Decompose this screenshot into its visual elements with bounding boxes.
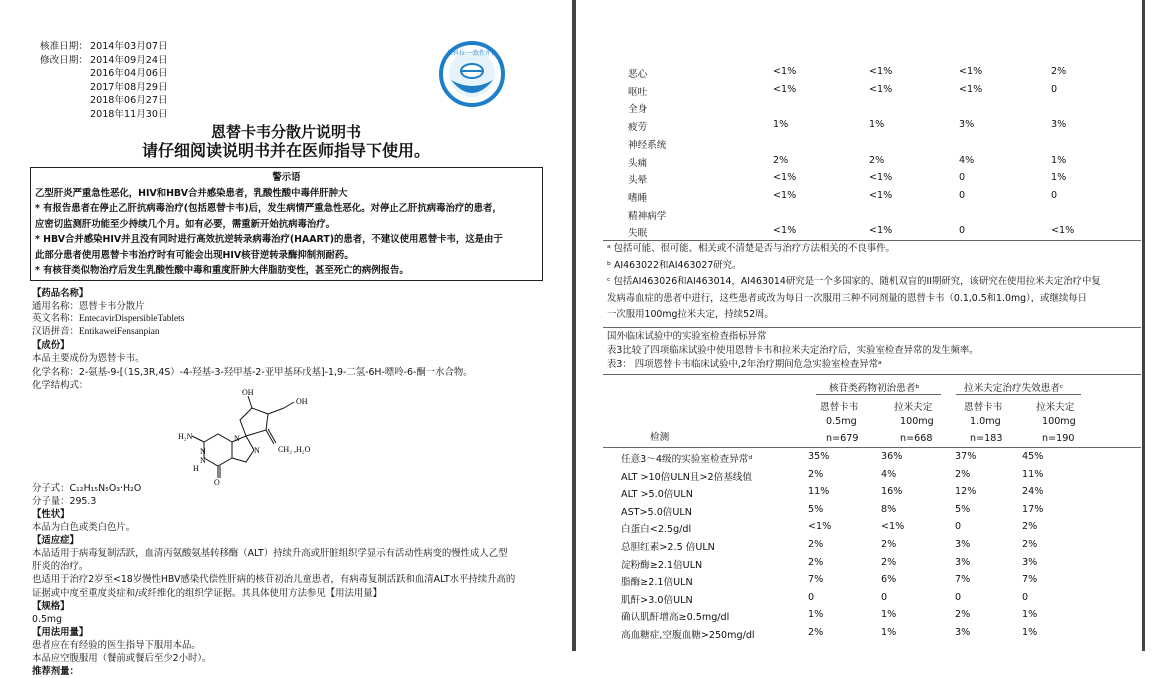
footnote-line: ᵇ AI463022和AI463027研究。 [607,259,742,271]
lab-test-value: 7% [808,574,824,586]
adverse-event-name: 疲劳 [628,122,648,134]
table3-col-dose: 1.0mg [970,416,1001,427]
document-title: 恩替卡韦分散片说明书 [210,123,361,141]
lab-test-value: 3% [955,627,971,638]
lab-abnormality-row [605,572,1145,590]
adverse-event-value: 2% [773,154,789,166]
adverse-event-value: 1% [869,119,885,131]
table3-col-drug: 恩替卡韦 [964,402,1003,413]
lab-test-value: 2% [881,539,897,550]
usage-line-3: 推荐剂量： [32,666,79,678]
adverse-event-value: <1% [869,83,893,95]
spec-heading: 【规格】 [32,600,70,612]
adverse-event-value: 0 [1051,189,1058,201]
warning-line: 此部分患者使用恩替卡韦治疗时有可能会出现HIV核苷逆转录酶抑制剂耐药。 [35,249,354,261]
oh-label-2: OH [296,396,308,406]
o-label: O [214,477,220,487]
date-row [40,108,168,122]
lab-test-value: 2% [955,468,971,480]
lab-abnormality-row [605,484,1145,502]
lab-test-value: 5% [808,503,824,515]
table3-col-n: n=190 [1042,433,1075,444]
lab-abnormality-row [605,625,1145,643]
adverse-event-name: 头痛 [628,157,648,169]
pinyin-name: 汉语拼音：EntikaweiFensanpian [32,327,160,338]
adverse-row [628,170,1168,188]
date-label: 修改日期： [40,54,88,66]
oh-label-1: OH [242,387,254,397]
adverse-event-value: 1% [773,119,789,131]
adverse-event-name: 嗜睡 [628,192,648,204]
adverse-event-name: 全身 [628,104,648,116]
lab-test-name: 脂酶≥2.1倍ULN [621,577,693,589]
adverse-event-value: 0 [959,172,966,184]
section-heading: 国外临床试验中的实验室检查指标异常 [607,331,767,342]
table3-test-label: 检测 [650,432,670,443]
lab-test-value: 1% [881,627,897,638]
table3-group-rule-2 [956,394,1081,395]
chemical-structure-diagram [32,387,332,487]
lab-abnormality-row [605,467,1145,485]
lab-test-value: 0 [955,521,962,533]
date-label [40,108,90,122]
consistency-evaluation-logo-icon [438,40,506,108]
lab-test-value: 2% [1022,539,1038,550]
date-label [40,94,90,108]
english-name: 英文名称：EntecavirDispersibleTablets [32,314,185,325]
appearance-text: 本品为白色或类白色片。 [32,522,136,534]
n-label-2: N [200,455,206,465]
warning-line: * HBV合并感染HIV并且没有同时进行高效抗逆转录病毒治疗(HAART)的患者，不建议使用恩替卡韦，这是由于 [35,234,503,245]
warning-box [30,167,543,281]
adverse-event-value: 0 [1051,83,1058,95]
adverse-event-value: 2% [1051,66,1067,77]
footnote-line: 一次服用100mg拉米夫定，持续52周。 [607,309,774,321]
lab-abnormality-row [605,502,1145,520]
table3-title: 表3： 四项恩替卡韦临床试验中,2年治疗期间危急实验室检查异常ᵃ [607,359,882,370]
table3-col-dose: 100mg [900,416,934,427]
lab-test-value: 7% [1022,574,1038,586]
footnote-line: ᶜ 包括AI463026和AI463014，AI463014研究是一个多国家的、随机双盲的II期研究，该研究在使用拉米夫定治疗中复 [607,276,1101,288]
lab-test-value: 3% [1022,556,1038,568]
footnote-line: 发病毒血症的患者中进行，这些患者或改为每日一次服用三种不同剂量的恩替卡韦（0.1,0.5和1.0mg），或继续每日 [607,292,1087,304]
adverse-event-name: 精神病学 [628,210,667,222]
nh-label: N [200,446,206,456]
indication-line-4: 证据或中度至重度炎症和/或纤维化的组织学证据。其具体使用方法参见【用法用量】 [32,587,383,599]
adverse-event-name: 失眠 [628,228,648,240]
lab-test-name: ALT >10倍ULN且>2倍基线值 [621,471,752,483]
footnotes [607,241,1137,324]
table3-col-n: n=183 [970,433,1003,444]
adverse-event-value: <1% [773,225,797,237]
table3-top-rule [603,374,1141,375]
date-label: 核准日期： [40,41,88,52]
lab-test-value: 4% [881,468,897,480]
table3-col-drug: 拉米夫定 [894,402,933,413]
adverse-event-value: <1% [869,225,893,237]
adverse-event-value: 2% [869,154,885,166]
n-label-1: N [234,433,240,443]
adverse-event-value: <1% [869,172,893,184]
lab-test-value: 0 [881,591,888,603]
lab-test-value: 0 [808,591,815,603]
date-row [40,81,168,95]
lab-test-name: 白蛋白<2.5g/dl [621,524,692,536]
lab-test-value: 1% [1022,627,1038,638]
lab-test-value: 35% [808,451,830,462]
spec-text: 0.5mg [32,613,62,625]
lab-test-name: AST>5.0倍ULN [621,506,692,518]
lab-test-value: 2% [808,627,824,638]
date-value: 2018年06月27日 [90,95,168,107]
table3-group-rule-1 [816,394,941,395]
chemical-name: 化学名称：2-氨基-9-[（1S,3R,4S）-4-羟基-3-羟甲基-2-亚甲基环戊基]-1,9-二氢-6H-嘌呤-6-酮一水合物。 [32,366,473,378]
adverse-row [628,64,1168,82]
lab-test-value: 2% [881,556,897,568]
adverse-event-value: 0 [959,225,966,237]
date-value: 2016年04月06日 [90,68,168,80]
lab-test-value: 36% [881,451,903,462]
right-edge [1142,0,1145,651]
composition-heading: 【成份】 [32,340,70,352]
adverse-event-value: 3% [959,119,975,131]
date-label [40,67,90,81]
drug-name-heading: 【药品名称】 [32,288,89,299]
table3-col-n: n=679 [826,433,859,444]
adverse-event-value: 1% [1051,154,1067,166]
adverse-row [628,117,1168,135]
lab-test-value: 5% [955,503,971,515]
adverse-event-name: 呕吐 [628,86,648,98]
lab-abnormality-row [605,537,1145,555]
table3-col-drug: 拉米夫定 [1036,402,1075,413]
table3-col-dose: 0.5mg [826,416,857,427]
left-page [0,0,572,678]
date-row [40,67,168,81]
date-value: 2017年08月29日 [90,81,168,93]
lab-test-value: 2% [808,539,824,550]
date-row [40,40,168,54]
lab-test-value: 24% [1022,486,1044,498]
warning-heading: 警示语 [272,172,301,183]
table3-col-drug: 恩替卡韦 [820,402,859,413]
molecular-weight: 分子量：295.3 [32,495,97,507]
adverse-event-value: <1% [869,66,893,77]
lab-test-value: 7% [955,574,971,586]
date-row [40,94,168,108]
lab-test-name: 任意3～4级的实验室检查异常ᵈ [621,454,753,465]
lab-test-value: 11% [808,486,830,498]
appearance-heading: 【性状】 [32,508,70,520]
table3-col-dose: 100mg [1042,416,1076,427]
lab-test-value: <1% [881,521,905,533]
usage-line-1: 患者应在有经验的医生指导下服用本品。 [32,639,201,651]
warning-line: 应密切监测肝功能至少持续几个月。如有必要，需重新开始抗病毒治疗。 [35,218,336,230]
lab-test-value: 11% [1022,468,1044,480]
adverse-event-value: <1% [773,83,797,95]
lab-test-value: 45% [1022,451,1044,462]
warning-line: * 有报告患者在停止乙肝抗病毒治疗(包括恩替卡韦)后，发生病情严重急性恶化。对停止乙肝抗病毒治疗的患者， [35,203,502,214]
lab-test-value: 3% [955,556,971,568]
structure-label: 化学结构式： [32,379,89,391]
lab-test-value: 16% [881,486,903,498]
h2n-label: H₂N [178,431,193,441]
lab-test-value: 8% [881,503,897,515]
lab-test-value: 37% [955,451,977,462]
lab-test-name: 肌酐>3.0倍ULN [621,594,693,606]
right-page [576,0,1145,651]
adverse-event-name: 恶心 [628,69,648,80]
lab-test-value: 2% [808,468,824,480]
adverse-row [628,99,1168,117]
footnote-line: ᵃ 包括可能、很可能、相关或不清楚是否与治疗方法相关的不良事件。 [607,243,895,254]
adverse-event-value: <1% [1051,225,1075,237]
n-label-3: N [254,445,260,455]
lab-abnormality-row [605,607,1145,625]
adverse-event-value: <1% [773,66,797,77]
lab-test-value: 12% [955,486,977,498]
h2o-label: ,H₂O [294,444,311,454]
table3-group-naive: 核苷类药物初治患者ᵇ [829,383,920,394]
lab-test-value: 2% [955,609,971,621]
adverse-event-value: <1% [869,189,893,201]
adverse-row [628,153,1168,171]
lab-test-name: ALT >5.0倍ULN [621,489,693,501]
adverse-event-value: 0 [959,189,966,201]
date-value: 2014年03月07日 [90,41,168,52]
approval-dates [40,40,168,122]
date-row [40,54,168,68]
leaflet-body [32,287,562,678]
adverse-event-value: <1% [959,83,983,95]
table3-col-n: n=668 [900,433,933,444]
lab-test-name: 确认肌酐增高≥0.5mg/dl [621,612,730,624]
adverse-event-value: 3% [1051,119,1067,131]
lab-test-value: 1% [881,609,897,621]
usage-line-2: 本品应空腹服用（餐前或餐后至少2小时）。 [32,652,212,664]
indication-heading: 【适应症】 [32,535,79,547]
adverse-event-value: <1% [959,66,983,77]
lab-test-value: 1% [808,609,824,621]
indication-line-2: 肝炎的治疗。 [32,561,89,573]
date-label [40,81,90,95]
lab-test-value: <1% [808,521,832,533]
adverse-row [628,188,1168,206]
adverse-event-value: 4% [959,154,975,166]
lab-test-value: 0 [1022,591,1029,603]
warning-line: 乙型肝炎严重急性恶化，HIV和HBV合并感染患者，乳酸性酸中毒伴肝肿大 [35,187,348,199]
lab-abnormality-row [605,449,1145,467]
lab-test-value: 3% [955,539,971,550]
adverse-row [628,223,1168,241]
lab-test-value: 1% [1022,609,1038,621]
molecular-formula: 分子式：C₁₂H₁₅N₅O₃·H₂O [32,482,142,494]
warning-line: * 有核苷类似物治疗后发生乳酸性酸中毒和重度肝肿大伴脂肪变性，甚至死亡的病例报告。 [35,265,409,276]
date-value: 2014年09月24日 [90,54,168,66]
lab-test-value: 2% [1022,521,1038,533]
adverse-row [628,82,1168,100]
svg-text:拉科拉·一致性评价: 拉科拉·一致性评价 [447,50,497,57]
document-subtitle: 请仔细阅读说明书并在医师指导下使用。 [141,141,430,160]
adverse-event-value: <1% [773,172,797,184]
adverse-event-name: 神经系统 [628,139,667,151]
lab-test-value: 17% [1022,503,1044,515]
date-value: 2018年11月30日 [90,108,168,120]
indication-line-3: 也适用于治疗2岁至<18岁慢性HBV感染代偿性肝病的核苷初治儿童患者，有病毒复制活跃和血清ALT水平持续升高的 [32,574,516,586]
lab-abnormality-row [605,590,1145,608]
adverse-row [628,206,1168,224]
lab-test-value: 2% [808,556,824,568]
usage-heading: 【用法用量】 [32,626,89,638]
lab-test-name: 总胆红素>2.5 倍ULN [621,542,715,553]
adverse-event-value: 1% [1051,172,1067,184]
table3-group-refractory: 拉米夫定治疗失效患者ᶜ [964,383,1064,394]
lab-abnormality-row [605,555,1145,573]
lab-test-value: 6% [881,574,897,586]
indication-line-1: 本品适用于病毒复制活跃，血清丙氨酸氨基转移酶（ALT）持续升高或肝脏组织学显示有活动性病变的慢性成人乙型 [32,548,508,560]
section-rule [603,327,1141,328]
composition-text: 本品主要成份为恩替卡韦。 [32,353,145,365]
adverse-event-name: 头晕 [628,175,648,187]
lab-test-value: 0 [955,591,962,603]
adverse-event-value: <1% [773,189,797,201]
lab-abnormality-row [605,519,1145,537]
section-intro: 表3比较了四项临床试验中使用恩替卡韦和拉米夫定治疗后，实验室检查异常的发生频率。 [607,345,979,356]
table3-header-rule [603,447,1141,448]
h-label: H [193,463,199,473]
lab-test-name: 高血糖症,空腹血糖>250mg/dl [621,630,755,641]
lab-test-name: 淀粉酶≥2.1倍ULN [621,559,703,571]
ch2-label: CH₂ [278,444,292,454]
generic-name: 通用名称：恩替卡韦分散片 [32,301,145,313]
adverse-row [628,135,1168,153]
